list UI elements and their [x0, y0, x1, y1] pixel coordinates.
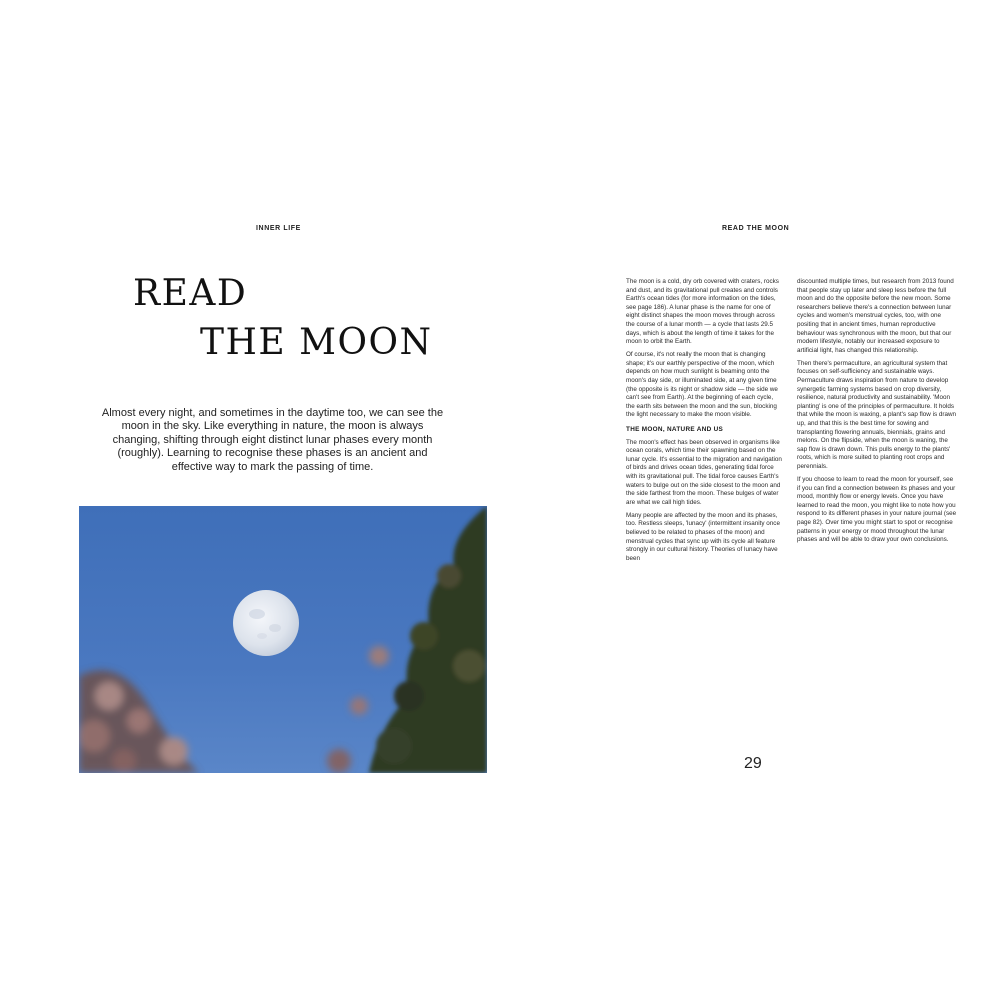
body-paragraph: Many people are affected by the moon and its phases, too. Restless sleeps, 'lunacy' (intermittent insanity once believed to be related to phases of the moon) and menstrual cycles that sync up with its cycle all feature strongly in our cultural history. Theories of lunacy have been [626, 511, 780, 562]
body-paragraph: Then there's permaculture, an agricultural system that focuses on self-sufficiency and sustainable ways. Permaculture draws inspiration from nature to develop synergetic farming systems based on crop diversity, resilience, natural productivity and sustainability. 'Moon planting' is one of the principles of permaculture. It holds that while the moon is waxing, a plant's sap flow is drawn up, and that this is the best time for sowing and transplanting flowering annuals, biennials, grains and melons. On the flipside, when the moon is waning, the sap flow is drawn down. This pulls energy to the plants' roots, which is more suited to planting root crops and perennials. [797, 359, 957, 470]
intro-paragraph: Almost every night, and sometimes in the daytime too, we can see the moon in the sky. Like everything in nature, the moon is always changing, shifting through eight distinct lunar phases every month (roughly). Learning to recognise these phases is an ancient and effective way to mark the passing of time. [101, 407, 444, 473]
running-head-right: READ THE MOON [722, 225, 790, 232]
body-paragraph: discounted multiple times, but research from 2013 found that people stay up later and sleep less before the full moon and do the opposite before the new moon. Some researchers believe there's a connection between lunar cycles and women's menstrual cycles, too, with one positing that in ancient times, human reproductive behaviour was synchronous with the moon, but that our modern lifestyle, notably our increased exposure to artificial light, has changed this relationship. [797, 278, 954, 354]
page-title-line-1: READ [133, 273, 248, 314]
page-number: 29 [744, 755, 762, 772]
page-title-line-2: THE MOON [200, 322, 433, 363]
moon-photo [79, 506, 487, 773]
body-paragraph: The moon's effect has been observed in organisms like ocean corals, which time their spawning based on the lunar cycle. It's essential to the migration and navigation of birds and drives ocean tides, generating tidal force with its gravitational pull. The tidal force causes Earth's waters to bulge out on the side closest to the moon and the side farthest from the moon. These bulges of water are what we call high tides. [626, 438, 782, 506]
body-paragraph: If you choose to learn to read the moon for yourself, see if you can find a connection between its phases and your mood, monthly flow or energy levels. Once you have learned to read the moon, you might like to note how you respond to its different phases in your nature journal (see page 82). Over time you might start to spot or recognise patterns in your energy or mood throughout the lunar phases and will be able to draw your own conclusions. [797, 476, 957, 544]
running-head-left: INNER LIFE [256, 225, 301, 232]
text-column-2 [797, 278, 957, 549]
text-column-1 [626, 278, 783, 568]
section-heading: THE MOON, NATURE AND US [626, 426, 724, 433]
body-paragraph: Of course, it's not really the moon that is changing shape; it's our earthly perspective of the moon, which depends on how much sunlight is beaming onto the moon's day side, or illuminated side, at any given time (the opposite is its night or shadow side — the side we can't see from Earth). At the beginning of each cycle, the earth sits between the moon and the sun, blocking the light necessary to make the moon visible. [626, 351, 778, 419]
body-paragraph: The moon is a cold, dry orb covered with craters, rocks and dust, and its gravitational pull creates and controls Earth's ocean tides (for more information on the tides, see page 186). A lunar phase is the name for one of eight distinct shapes the moon moves through across the course of a lunar month — a cycle that lasts 29.5 days, which is about the length of time it takes for the moon to orbit the Earth. [626, 278, 779, 346]
